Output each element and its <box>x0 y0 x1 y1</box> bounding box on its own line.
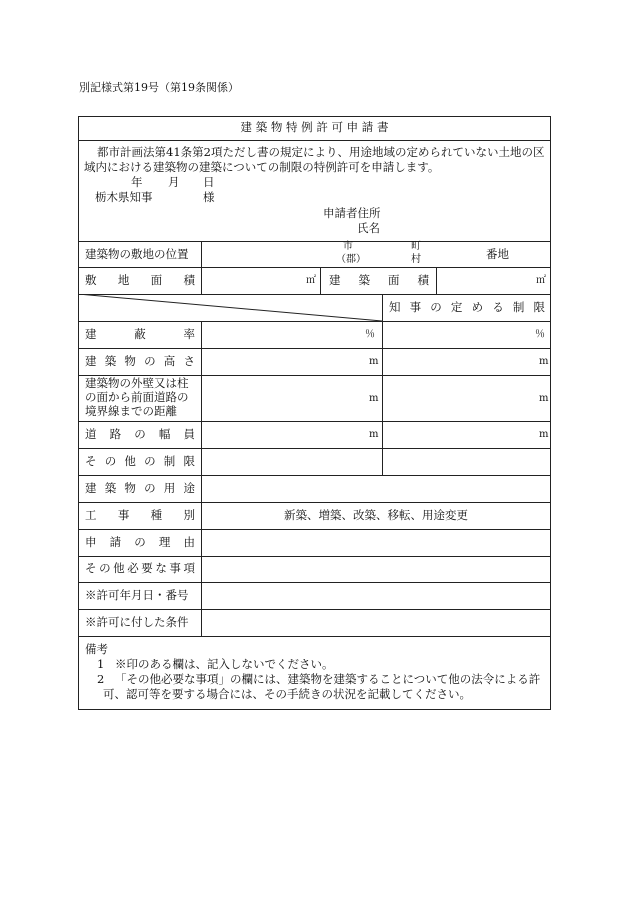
setback-label-2: の面から前面道路の <box>85 390 189 404</box>
intro-line-2: 域内における建築物の建築についての制限の特例許可を申請します。 <box>84 160 440 174</box>
divider <box>78 529 551 530</box>
applicant-address-label: 申請者住所 <box>323 206 381 220</box>
permit-date-label: ※許可年月日・番号 <box>85 588 189 602</box>
work-type-label: 工 事 種 別 <box>85 508 195 522</box>
location-shi: 市 <box>343 241 353 252</box>
location-mura: 村 <box>411 254 421 265</box>
other-limits-label: そ の 他 の 制 限 <box>85 454 195 468</box>
governor-limits-header: 知 事 の 定 め る 制 限 <box>389 300 545 314</box>
note-2-line-1: 「その他必要な事項」の欄には、建築物を建築することについて他の法令による許 <box>115 672 541 686</box>
day-label: 日 <box>203 175 215 189</box>
road-width-unit-left: m <box>369 429 379 440</box>
coverage-unit-right: ％ <box>535 329 545 340</box>
setback-unit-right: m <box>539 393 549 404</box>
work-type-value: 新築、増築、改築、移転、用途変更 <box>284 508 468 522</box>
divider <box>201 241 202 294</box>
intro-line-1: 都市計画法第41条第2項ただし書の規定により、用途地域の定められていない土地の区 <box>97 145 545 159</box>
setback-label-1: 建築物の外壁又は柱 <box>85 376 189 390</box>
form-title: 建 築 物 特 例 許 可 申 請 書 <box>240 120 389 134</box>
note-1-text: ※印のある欄は、記入しないでください。 <box>115 657 334 671</box>
divider <box>78 348 551 349</box>
divider <box>78 241 551 242</box>
height-label: 建 築 物 の 高 さ <box>85 354 195 368</box>
permit-conditions-label: ※許可に付した条件 <box>85 615 189 629</box>
sama-label: 様 <box>203 190 215 204</box>
note-2-line-2: 可、認可等を要する場合には、その手続きの状況を記載してください。 <box>103 687 471 701</box>
divider <box>78 556 551 557</box>
height-unit-right: m <box>539 356 549 367</box>
divider <box>436 267 437 294</box>
setback-label-3: 境界線までの距離 <box>85 404 177 418</box>
divider <box>78 582 551 583</box>
coverage-label: 建 蔽 率 <box>85 327 195 341</box>
divider <box>78 267 551 268</box>
divider <box>78 502 551 503</box>
diagonal-line <box>78 294 383 322</box>
location-machi: 町 <box>411 241 421 252</box>
divider <box>201 321 202 636</box>
note-2-number: 2 <box>97 672 105 686</box>
location-label: 建築物の敷地の位置 <box>85 247 189 261</box>
month-label: 月 <box>168 175 180 189</box>
location-banchi: 番地 <box>486 247 509 261</box>
road-width-unit-right: m <box>539 429 549 440</box>
site-area-label: 敷 地 面 積 <box>85 273 195 287</box>
divider <box>78 475 551 476</box>
building-use-label: 建 築 物 の 用 途 <box>85 481 195 495</box>
divider <box>78 421 551 422</box>
building-area-unit: ㎡ <box>536 275 546 286</box>
coverage-unit-left: ％ <box>365 329 375 340</box>
notes-heading: 備考 <box>85 642 108 656</box>
other-matters-label: そ の 他 必 要 な 事 項 <box>85 561 195 575</box>
reason-label: 申 請 の 理 由 <box>85 535 195 549</box>
applicant-name-label: 氏名 <box>357 221 380 235</box>
divider <box>78 609 551 610</box>
form-reference: 別記様式第19号（第19条関係） <box>79 81 239 94</box>
site-area-unit: ㎡ <box>306 275 316 286</box>
divider <box>78 636 551 637</box>
divider <box>78 140 551 141</box>
year-label: 年 <box>131 175 143 189</box>
building-area-label: 建 築 面 積 <box>329 273 429 287</box>
divider <box>320 267 321 294</box>
setback-unit-left: m <box>369 393 379 404</box>
road-width-label: 道 路 の 幅 員 <box>85 427 195 441</box>
location-gun: （郡） <box>336 254 366 265</box>
height-unit-left: m <box>369 356 379 367</box>
divider <box>78 448 551 449</box>
addressee: 栃木県知事 <box>95 190 153 204</box>
note-1-number: 1 <box>97 657 105 671</box>
